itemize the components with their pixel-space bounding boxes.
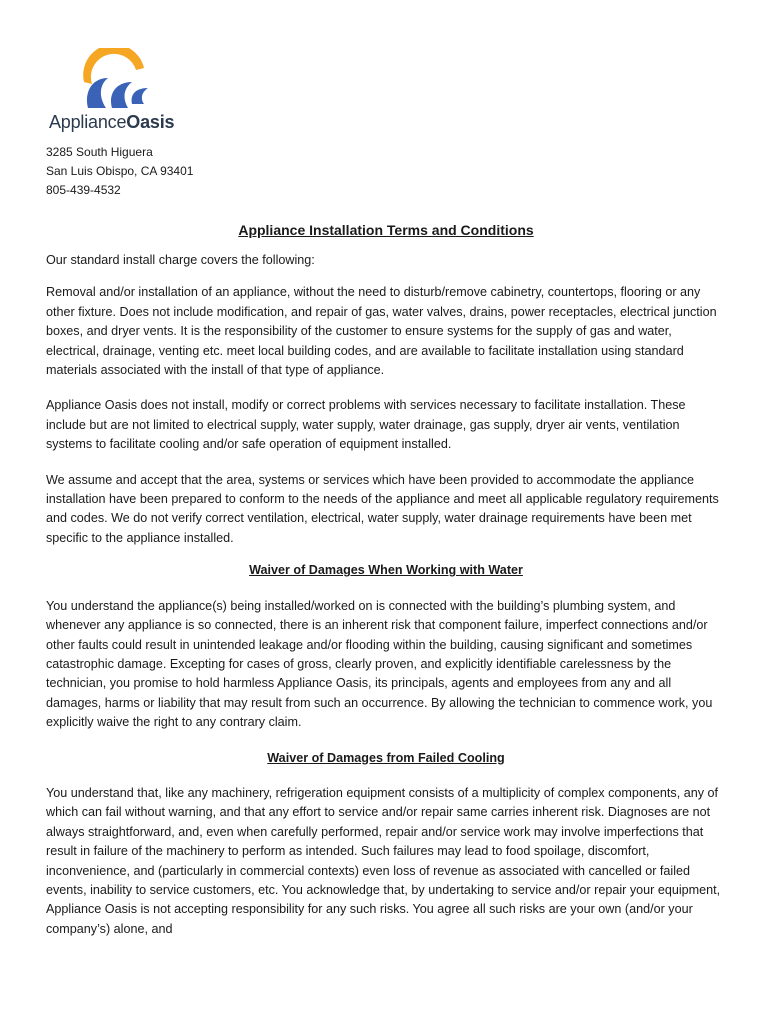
intro-text: Our standard install charge covers the following: <box>46 253 315 267</box>
paragraph-install-scope: Removal and/or installation of an appliance, without the need to disturb/remove cabinetry, countertops, flooring or any other fixture. Does not include modification, and repair of gas, water valves, drains, power receptacles, electrical junction boxes, and dryer vents. It is the responsibility of the customer to ensure systems for the supply of gas and water, electrical, drainage, venting etc. meet local building codes, and are available to facilitate installation using standard materials associated with the install of that type of appliance. <box>46 285 717 378</box>
document-title: Appliance Installation Terms and Conditions <box>238 222 534 238</box>
address-line-2: San Luis Obispo, CA 93401 <box>46 164 194 178</box>
cooling-waiver-heading: Waiver of Damages from Failed Cooling <box>267 750 505 765</box>
phone-number: 805-439-4532 <box>46 183 121 197</box>
wave-logo-icon <box>78 48 152 110</box>
cooling-waiver-body: You understand that, like any machinery, refrigeration equipment consists of a multiplicity of complex components, any of which can fail without warning, and that any effort to service and/or repair same carries inherent risk. Diagnoses are not always straightforward, and, even when carefully performed, repair and/or service work may involve imperfections that result in failure of the machinery to perform as intended. Such failures may lead to food spoilage, discomfort, inconvenience, and (particularly in commercial contexts) even loss of revenue as associated with cancelled or failed events, inability to service customers, etc. You acknowledge that, by undertaking to service and/or repair your equipment, Appliance Oasis is not accepting responsibility for any such risks. You agree all such risks are your own (and/or your company’s) alone, and <box>46 785 721 936</box>
company-logo-text: ApplianceOasis <box>49 112 175 132</box>
water-waiver-body: You understand the appliance(s) being installed/worked on is connected with the building’s plumbing system, and whenever any appliance is so connected, there is an inherent risk that component failure, imperfect connections and/or other faults could result in unintended leakage and/or flooding within the building, causing significant and sometimes catastrophic damage. Excepting for cases of gross, clearly proven, and explicitly identifiable carelessness by the technician, you promise to hold harmless Appliance Oasis, its principals, agents and employees from any and all damages, harms or liability that may result from such an occurrence. By allowing the technician to commence work, you explicitly waive the right to any contrary claim. <box>46 598 713 730</box>
paragraph-services-excluded: Appliance Oasis does not install, modify or correct problems with services necessary to facilitate installation. These include but are not limited to electrical supply, water supply, water drainage, gas supply, dryer air vents, ventilation systems to facilitate cooling and/or safe operation of equipment installed. <box>46 398 686 452</box>
paragraph-assumptions: We assume and accept that the area, systems or services which have been provided to accommodate the appliance installation have been prepared to conform to the needs of the appliance and meet all applicable regulatory requirements and codes. We do not verify correct ventilation, electrical, water supply, water drainage requirements have been met specific to the appliance installed. <box>46 472 719 545</box>
address-line-1: 3285 South Higuera <box>46 145 153 159</box>
company-logo <box>46 48 186 140</box>
company-address <box>46 143 193 200</box>
water-waiver-heading: Waiver of Damages When Working with Water <box>249 563 523 578</box>
document-body <box>46 220 726 955</box>
